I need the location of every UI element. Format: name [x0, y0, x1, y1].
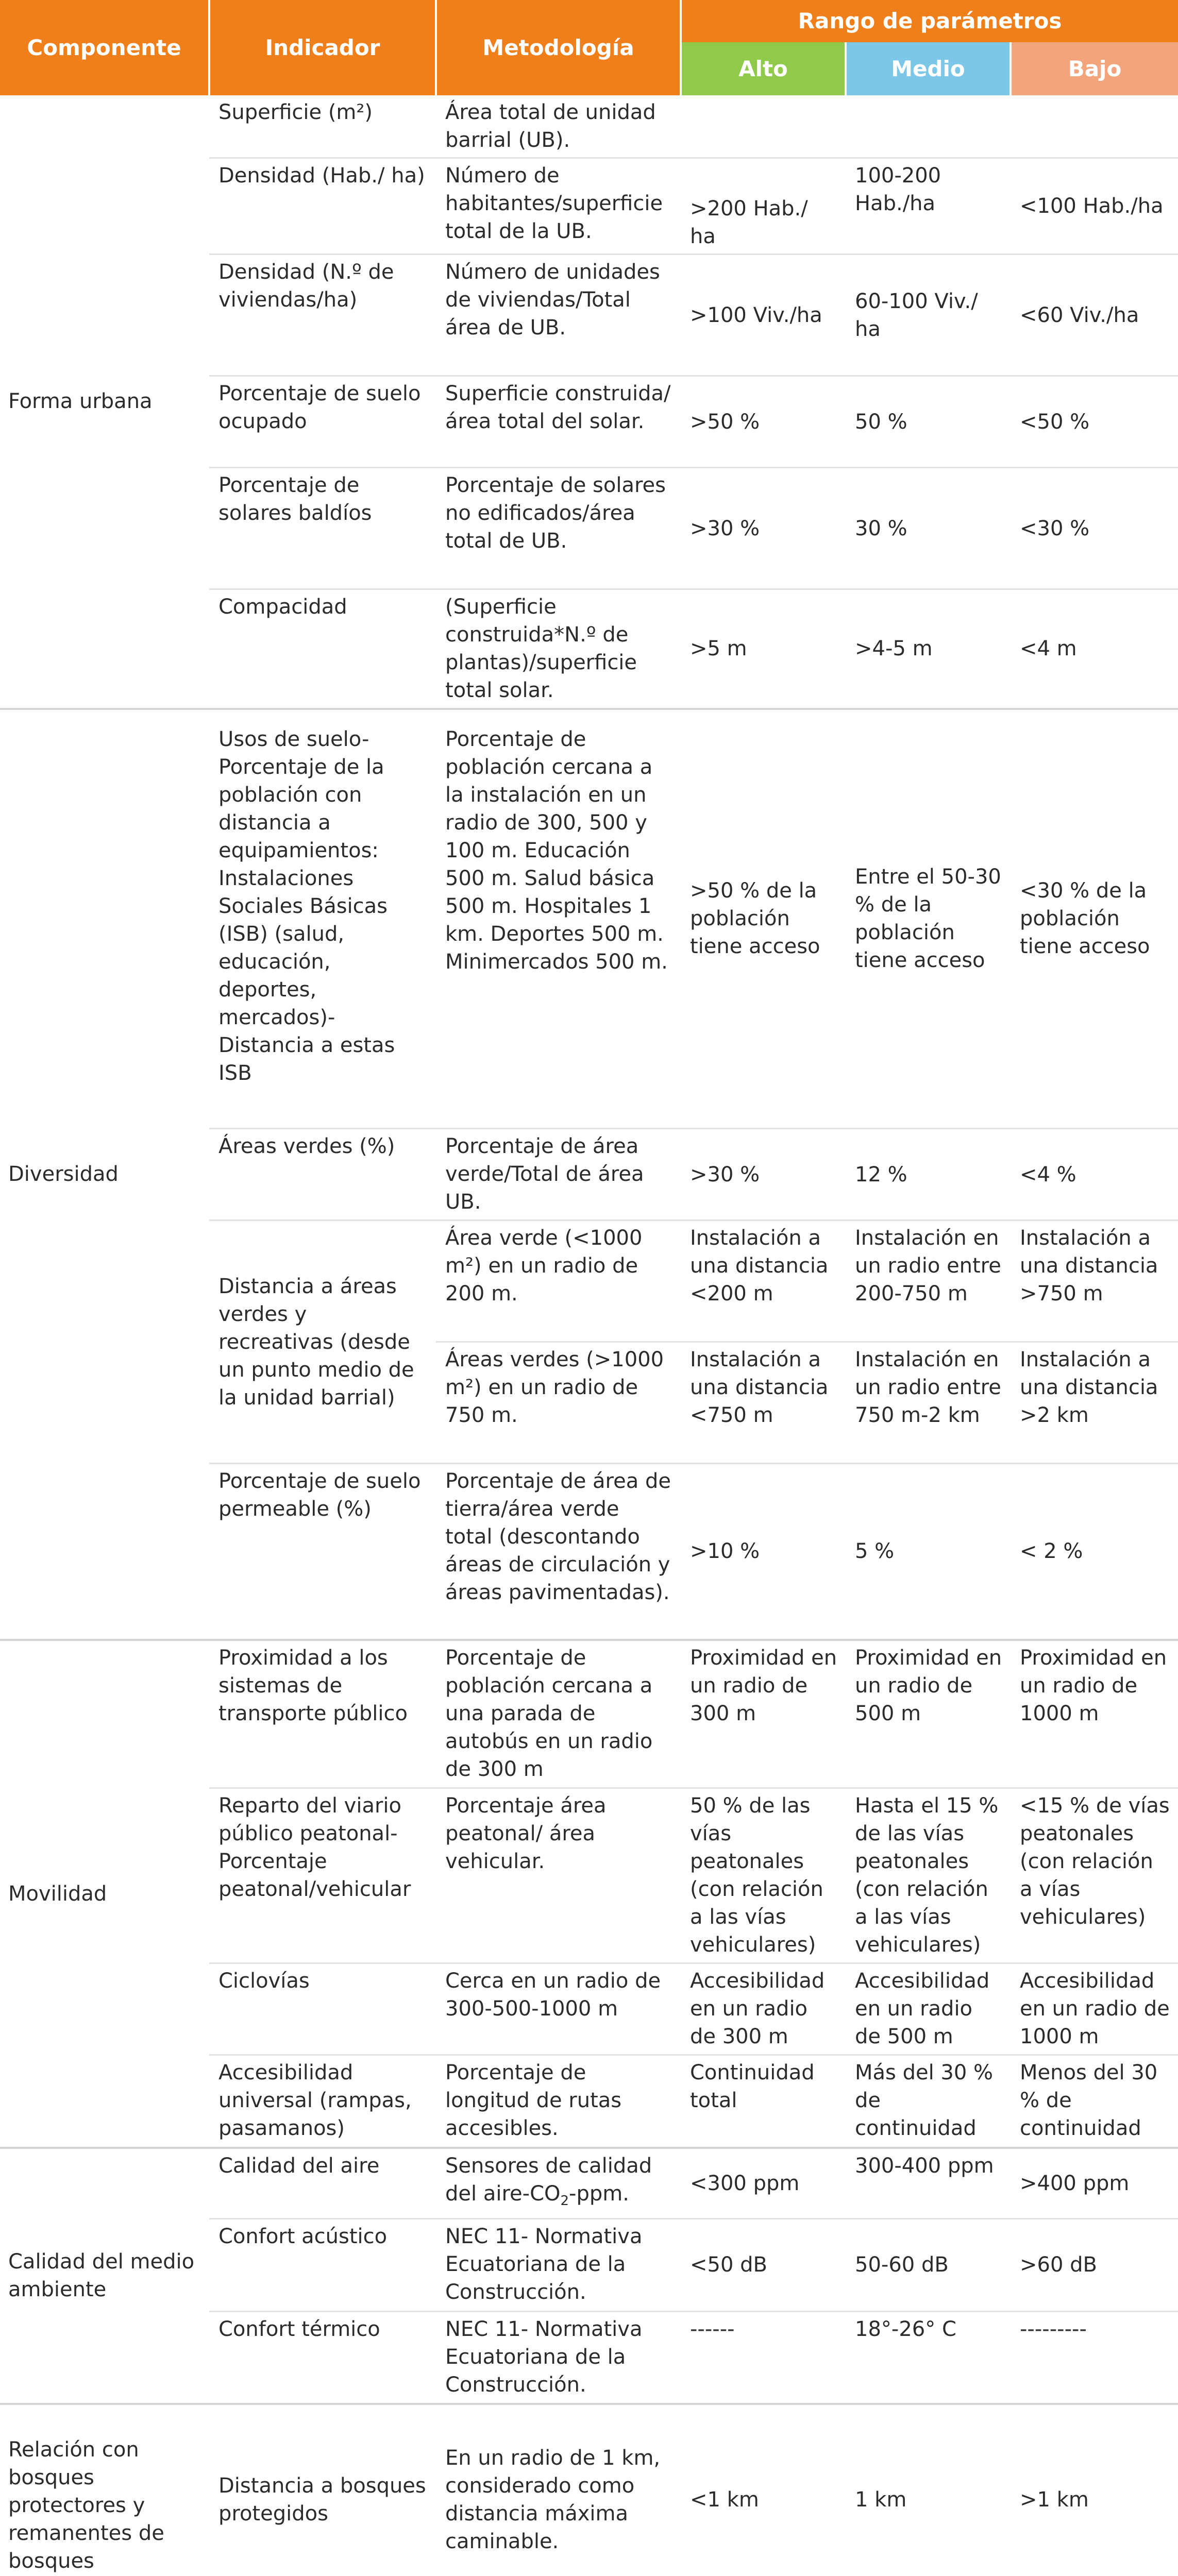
bajo-cell [1011, 95, 1178, 158]
indicador-cell: Porcentaje de solares baldíos [209, 468, 436, 589]
bajo-cell: <100 Hab./ha [1011, 158, 1178, 255]
bajo-cell: >400 ppm [1011, 2148, 1178, 2219]
metodologia-cell: Porcentaje área peatonal/ área vehicular. [436, 1788, 681, 1963]
bajo-cell: Proximidad en un radio de 1000 m [1011, 1640, 1178, 1788]
group-forma-urbana: Forma urbana [0, 95, 209, 709]
metodologia-cell: Número de unidades de viviendas/Total área de UB. [436, 255, 681, 376]
bajo-cell: --------- [1011, 2311, 1178, 2404]
medio-cell: 18°-26° C [846, 2311, 1011, 2404]
alto-cell: Accesibilidad en un radio de 300 m [681, 1963, 846, 2055]
header-medio: Medio [846, 42, 1011, 95]
indicador-cell: Superficie (m²) [209, 95, 436, 158]
bajo-cell: <50 % [1011, 376, 1178, 468]
indicador-cell: Calidad del aire [209, 2148, 436, 2219]
bajo-cell: <30 % de la población tiene acceso [1011, 709, 1178, 1129]
subscript-text: 2 [560, 2193, 569, 2209]
alto-cell: 50 % de las vías peatonales (con relación a las vías vehiculares) [681, 1788, 846, 1963]
bajo-cell: Instalación a una distancia >750 m [1011, 1221, 1178, 1342]
table-header [0, 0, 1178, 95]
metodologia-cell [436, 2148, 681, 2219]
metodologia-cell: En un radio de 1 km, considerado como distancia máxima caminable. [436, 2404, 681, 2576]
metodologia-cell: Porcentaje de área de tierra/área verde total (descontando áreas de circulación y áreas pavimentadas). [436, 1464, 681, 1640]
medio-cell: Instalación en un radio entre 750 m-2 km [846, 1342, 1011, 1464]
metodologia-cell: Porcentaje de población cercana a la instalación en un radio de 300, 500 y 100 m. Educación 500 m. Salud básica 500 m. Hospitales 1 km. Deportes 500 m. Minimercados 500 m. [436, 709, 681, 1129]
header-metodologia: Metodología [436, 0, 681, 95]
alto-cell: <300 ppm [681, 2148, 846, 2219]
bajo-cell: >1 km [1011, 2404, 1178, 2576]
metodologia-cell: NEC 11- Normativa Ecuatoriana de la Construcción. [436, 2311, 681, 2404]
alto-cell: Instalación a una distancia <750 m [681, 1342, 846, 1464]
metodologia-cell: Porcentaje de solares no edificados/área total de UB. [436, 468, 681, 589]
metodologia-cell: Porcentaje de área verde/Total de área UB. [436, 1129, 681, 1221]
indicador-cell: Distancia a áreas verdes y recreativas (desde un punto medio de la unidad barrial) [209, 1221, 436, 1464]
alto-cell: >50 % de la población tiene acceso [681, 709, 846, 1129]
table-row [0, 1640, 1178, 1788]
indicador-cell: Compacidad [209, 589, 436, 709]
bajo-cell: Menos del 30 % de continuidad [1011, 2055, 1178, 2148]
bajo-cell: Instalación a una distancia >2 km [1011, 1342, 1178, 1464]
alto-cell: >100 Viv./ha [681, 255, 846, 376]
indicador-cell: Reparto del viario público peatonal-Porcentaje peatonal/vehicular [209, 1788, 436, 1963]
table-row [0, 95, 1178, 158]
alto-cell: Proximidad en un radio de 300 m [681, 1640, 846, 1788]
bajo-cell: <15 % de vías peatonales (con relación a vías vehiculares) [1011, 1788, 1178, 1963]
alto-cell: <50 dB [681, 2218, 846, 2311]
header-alto: Alto [681, 42, 846, 95]
group-calidad: Calidad del medio ambiente [0, 2148, 209, 2404]
metodologia-cell: Porcentaje de población cercana a una parada de autobús en un radio de 300 m [436, 1640, 681, 1788]
alto-cell: >200 Hab./ ha [681, 158, 846, 255]
metodologia-cell: Cerca en un radio de 300-500-1000 m [436, 1963, 681, 2055]
alto-cell: Instalación a una distancia <200 m [681, 1221, 846, 1342]
alto-cell: >50 % [681, 376, 846, 468]
indicador-cell: Distancia a bosques protegidos [209, 2404, 436, 2576]
medio-cell: Accesibilidad en un radio de 500 m [846, 1963, 1011, 2055]
medio-cell: >4-5 m [846, 589, 1011, 709]
indicador-cell: Porcentaje de suelo ocupado [209, 376, 436, 468]
header-indicador: Indicador [209, 0, 436, 95]
medio-cell: 50 % [846, 376, 1011, 468]
alto-cell [681, 95, 846, 158]
indicador-cell: Confort térmico [209, 2311, 436, 2404]
metodologia-cell: Áreas verdes (>1000 m²) en un radio de 750 m. [436, 1342, 681, 1464]
bajo-cell: >60 dB [1011, 2218, 1178, 2311]
metodologia-cell: NEC 11- Normativa Ecuatoriana de la Construcción. [436, 2218, 681, 2311]
group-relacion: Relación con bosques protectores y remanentes de bosques [0, 2404, 209, 2576]
medio-cell: 100-200 Hab./ha [846, 158, 1011, 255]
alto-cell: Continuidad total [681, 2055, 846, 2148]
header-bajo: Bajo [1011, 42, 1178, 95]
group-diversidad: Diversidad [0, 709, 209, 1640]
metodologia-cell: Área verde (<1000 m²) en un radio de 200 m. [436, 1221, 681, 1342]
medio-cell: Proximidad en un radio de 500 m [846, 1640, 1011, 1788]
indicador-cell: Confort acústico [209, 2218, 436, 2311]
alto-cell: ------ [681, 2311, 846, 2404]
metodologia-cell: Área total de unidad barrial (UB). [436, 95, 681, 158]
medio-cell: Más del 30 % de continuidad [846, 2055, 1011, 2148]
indicador-cell: Usos de suelo-Porcentaje de la población con distancia a equipamientos: Instalaciones Sociales Básicas (ISB) (salud, educación, deportes, mercados)-Distancia a estas ISB [209, 709, 436, 1129]
table-row [0, 2404, 1178, 2576]
header-componente: Componente [0, 0, 209, 95]
medio-cell: 50-60 dB [846, 2218, 1011, 2311]
indicador-cell: Áreas verdes (%) [209, 1129, 436, 1221]
alto-cell: >30 % [681, 1129, 846, 1221]
bajo-cell: < 2 % [1011, 1464, 1178, 1640]
metodologia-cell: Porcentaje de longitud de rutas accesibles. [436, 2055, 681, 2148]
medio-cell: 1 km [846, 2404, 1011, 2576]
group-movilidad: Movilidad [0, 1640, 209, 2148]
header-rango: Rango de parámetros [681, 0, 1178, 42]
indicador-cell: Proximidad a los sistemas de transporte público [209, 1640, 436, 1788]
alto-cell: >30 % [681, 468, 846, 589]
bajo-cell: <4 % [1011, 1129, 1178, 1221]
medio-cell: Entre el 50-30 % de la población tiene acceso [846, 709, 1011, 1129]
alto-cell: <1 km [681, 2404, 846, 2576]
indicador-cell: Ciclovías [209, 1963, 436, 2055]
medio-cell: 5 % [846, 1464, 1011, 1640]
metodologia-cell: (Superficie construida*N.º de plantas)/superficie total solar. [436, 589, 681, 709]
medio-cell: Hasta el 15 % de las vías peatonales (con relación a las vías vehiculares) [846, 1788, 1011, 1963]
table-row [0, 709, 1178, 1129]
bajo-cell: <4 m [1011, 589, 1178, 709]
indicador-cell: Accesibilidad universal (rampas, pasamanos) [209, 2055, 436, 2148]
indicador-cell: Densidad (Hab./ ha) [209, 158, 436, 255]
alto-cell: >5 m [681, 589, 846, 709]
indicador-cell: Densidad (N.º de viviendas/ha) [209, 255, 436, 376]
metodologia-text: Sensores de calidad del aire-CO [445, 2154, 652, 2206]
bajo-cell: <30 % [1011, 468, 1178, 589]
metodologia-text: -ppm. [569, 2181, 629, 2206]
medio-cell: Instalación en un radio entre 200-750 m [846, 1221, 1011, 1342]
medio-cell [846, 95, 1011, 158]
medio-cell: 12 % [846, 1129, 1011, 1221]
medio-cell: 300-400 ppm [846, 2148, 1011, 2219]
metodologia-cell: Número de habitantes/superficie total de la UB. [436, 158, 681, 255]
medio-cell: 30 % [846, 468, 1011, 589]
bajo-cell: Accesibilidad en un radio de 1000 m [1011, 1963, 1178, 2055]
indicador-cell: Porcentaje de suelo permeable (%) [209, 1464, 436, 1640]
medio-cell: 60-100 Viv./ ha [846, 255, 1011, 376]
alto-cell: >10 % [681, 1464, 846, 1640]
table-row [0, 2148, 1178, 2219]
metodologia-cell: Superficie construida/área total del solar. [436, 376, 681, 468]
bajo-cell: <60 Viv./ha [1011, 255, 1178, 376]
